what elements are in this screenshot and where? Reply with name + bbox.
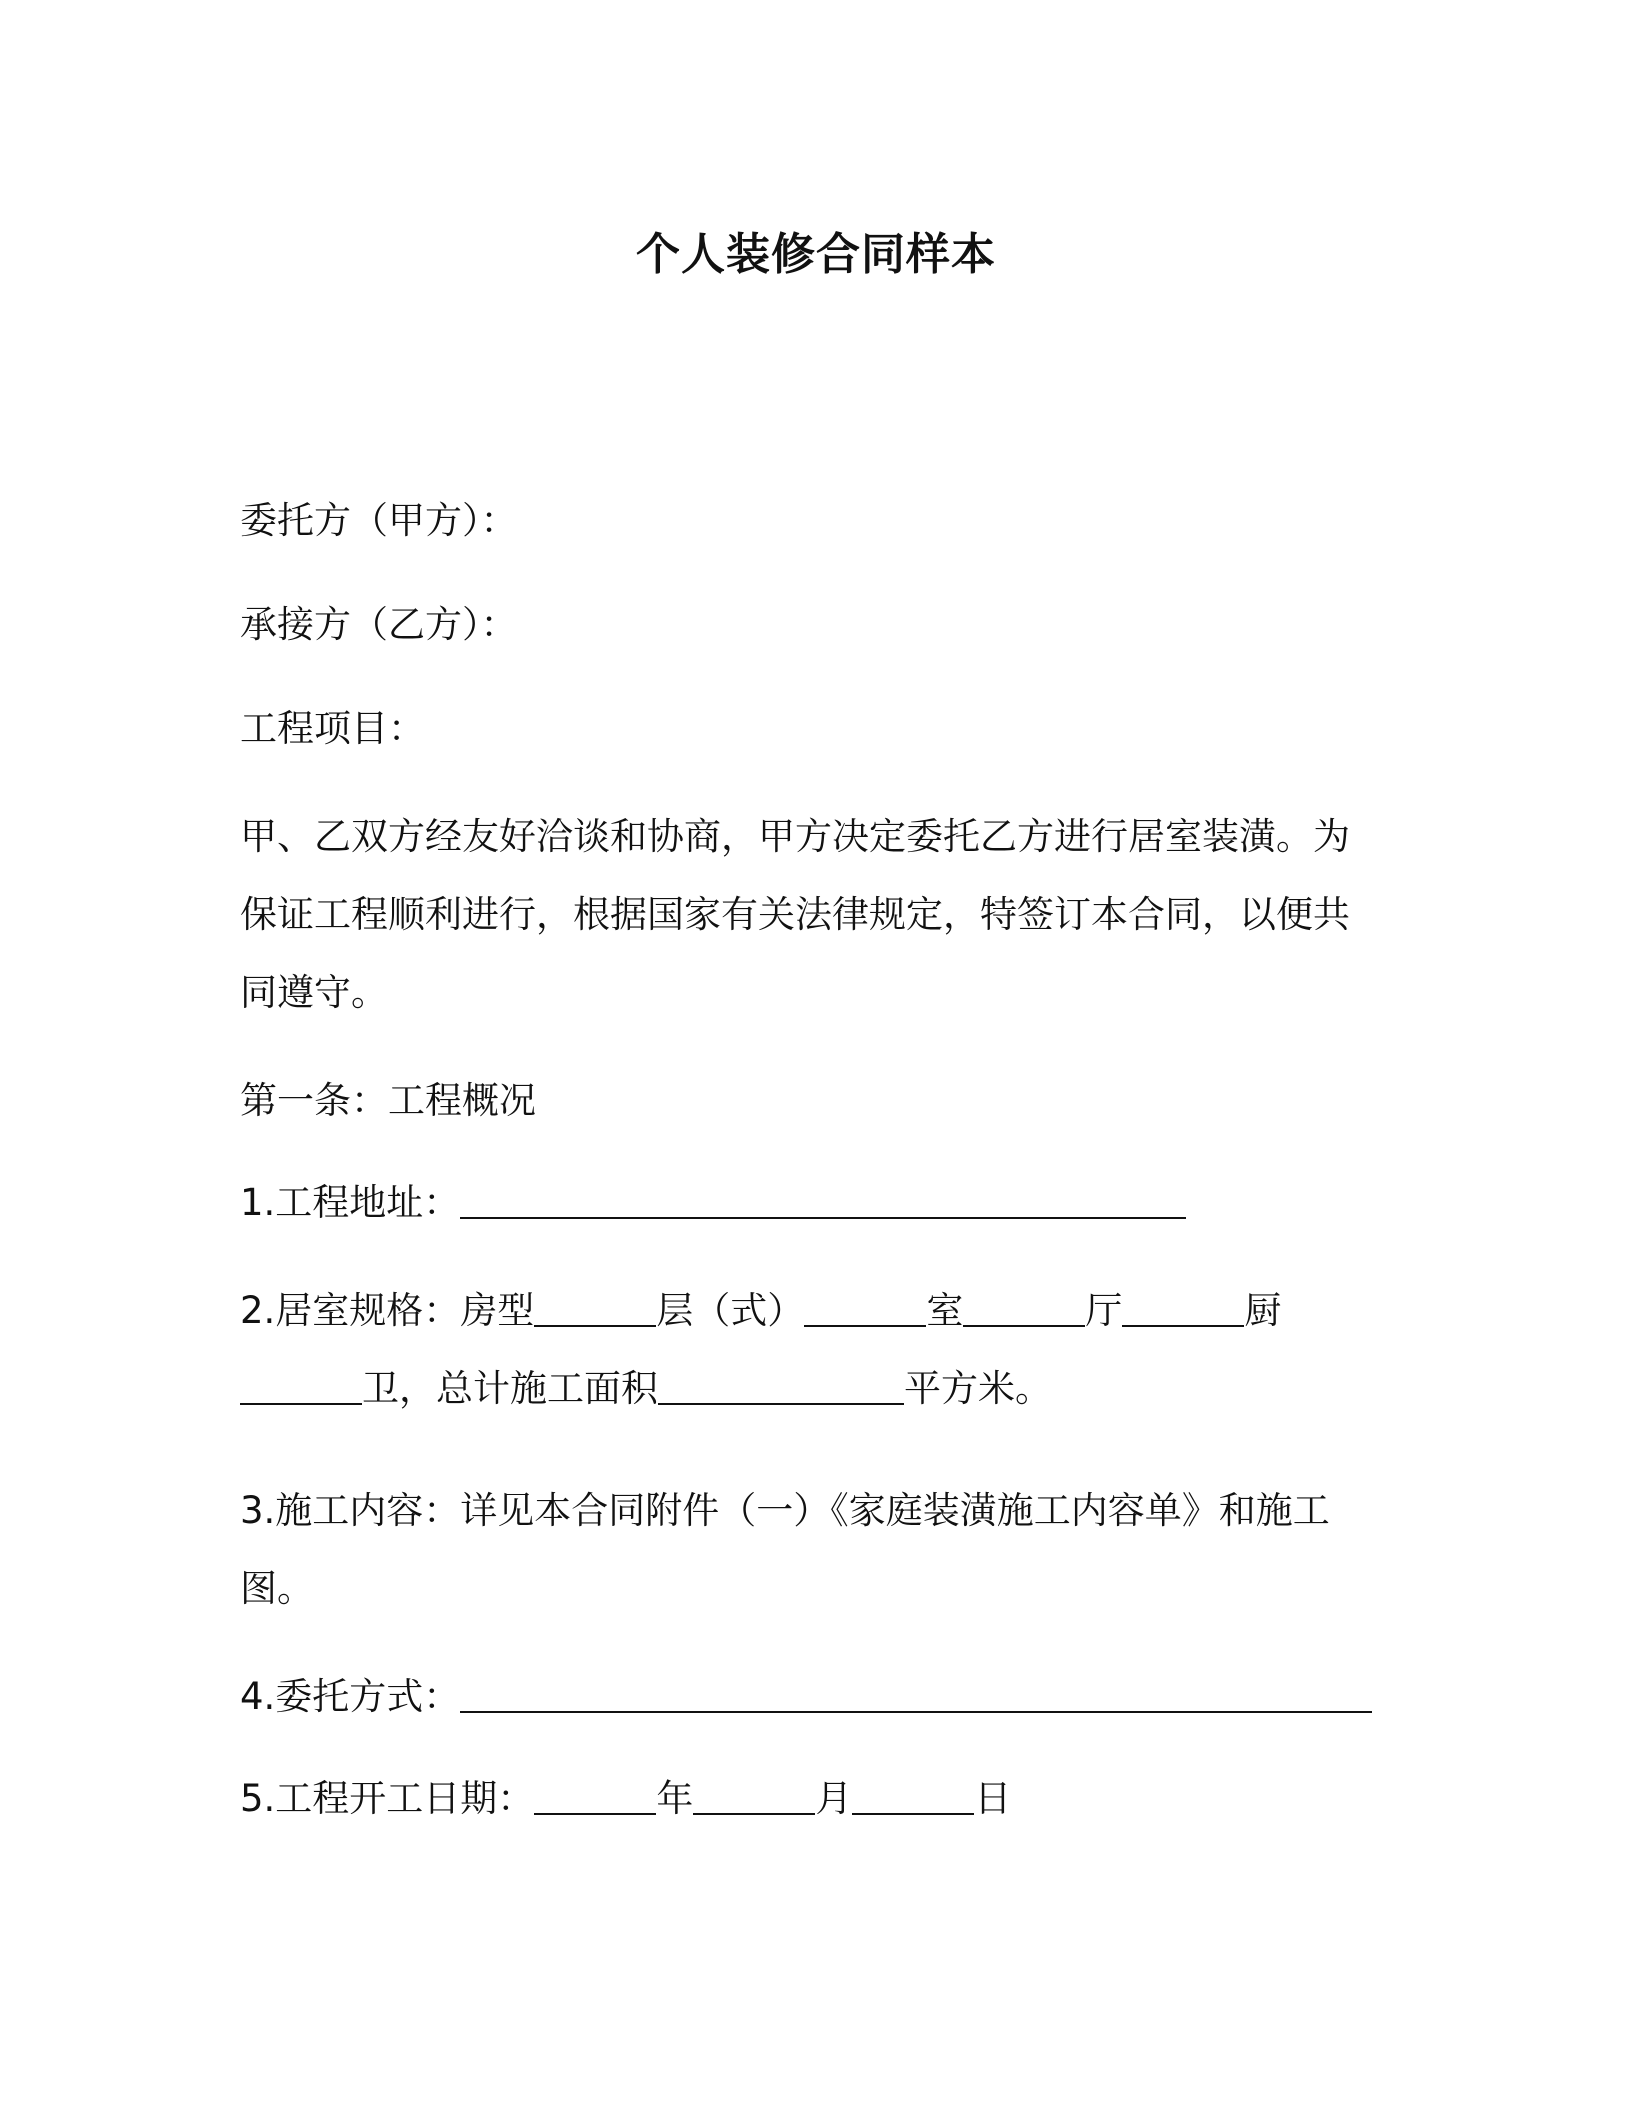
day-text: 日 bbox=[974, 1777, 1012, 1820]
hall-text: 厅 bbox=[1085, 1289, 1123, 1332]
month-text: 月 bbox=[815, 1777, 853, 1820]
bedroom-blank[interactable] bbox=[963, 1289, 1085, 1327]
article-1-title: 第一条：工程概况 bbox=[240, 1079, 536, 1122]
intro-line-2: 保证工程顺利进行，根据国家有关法律规定，特签订本合同，以便共 bbox=[240, 893, 1350, 936]
party-a-line bbox=[240, 496, 1400, 546]
bathroom-area-text: 卫，总计施工面积 bbox=[362, 1367, 658, 1410]
item-5-label: 5.工程开工日期： bbox=[240, 1777, 535, 1820]
room-type-blank[interactable] bbox=[534, 1289, 656, 1327]
intro-line-3: 同遵守。 bbox=[240, 971, 388, 1014]
month-blank[interactable] bbox=[693, 1777, 815, 1815]
project-line bbox=[240, 704, 1400, 754]
item-3-line-1: 3.施工内容：详见本合同附件（一）《家庭装潢施工内容单》和施工 bbox=[240, 1489, 1330, 1532]
item-4-method bbox=[240, 1672, 1400, 1722]
year-blank[interactable] bbox=[534, 1777, 656, 1815]
address-blank[interactable] bbox=[460, 1181, 1186, 1219]
document-body bbox=[240, 496, 1400, 1824]
item-3-line-2: 图。 bbox=[240, 1567, 314, 1610]
year-text: 年 bbox=[656, 1777, 694, 1820]
kitchen-text: 厨 bbox=[1244, 1289, 1282, 1332]
item-1-label: 1.工程地址： bbox=[240, 1181, 461, 1224]
document-title: 个人装修合同样本 bbox=[636, 229, 996, 280]
item-2-label: 2.居室规格： bbox=[240, 1289, 461, 1332]
intro-paragraph bbox=[240, 798, 1400, 1032]
kitchen-blank[interactable] bbox=[240, 1367, 362, 1405]
item-3-content bbox=[240, 1472, 1400, 1628]
hall-blank[interactable] bbox=[1122, 1289, 1244, 1327]
intro-line-1: 甲、乙双方经友好洽谈和协商，甲方决定委托乙方进行居室装潢。为 bbox=[240, 815, 1350, 858]
item-4-label: 4.委托方式： bbox=[240, 1675, 461, 1718]
day-blank[interactable] bbox=[852, 1777, 974, 1815]
party-b-label: 承接方（乙方）： bbox=[240, 603, 518, 646]
item-2-line-1 bbox=[240, 1272, 1400, 1350]
item-5-start-date bbox=[240, 1774, 1400, 1824]
party-a-label: 委托方（甲方）： bbox=[240, 499, 518, 542]
project-label: 工程项目： bbox=[240, 707, 425, 750]
party-b-line bbox=[240, 600, 1400, 650]
bedroom-text: 室 bbox=[926, 1289, 964, 1332]
item-2-line-2 bbox=[240, 1350, 1400, 1428]
area-blank[interactable] bbox=[658, 1367, 904, 1405]
floor-style-blank[interactable] bbox=[804, 1289, 926, 1327]
item-1-address bbox=[240, 1178, 1400, 1228]
method-blank[interactable] bbox=[460, 1675, 1372, 1713]
room-type-text: 房型 bbox=[460, 1289, 535, 1332]
item-2-room-spec bbox=[240, 1272, 1400, 1428]
article-1-heading bbox=[240, 1076, 1400, 1126]
area-unit-text: 平方米。 bbox=[904, 1367, 1052, 1410]
floor-style-text: 层（式） bbox=[656, 1289, 805, 1332]
